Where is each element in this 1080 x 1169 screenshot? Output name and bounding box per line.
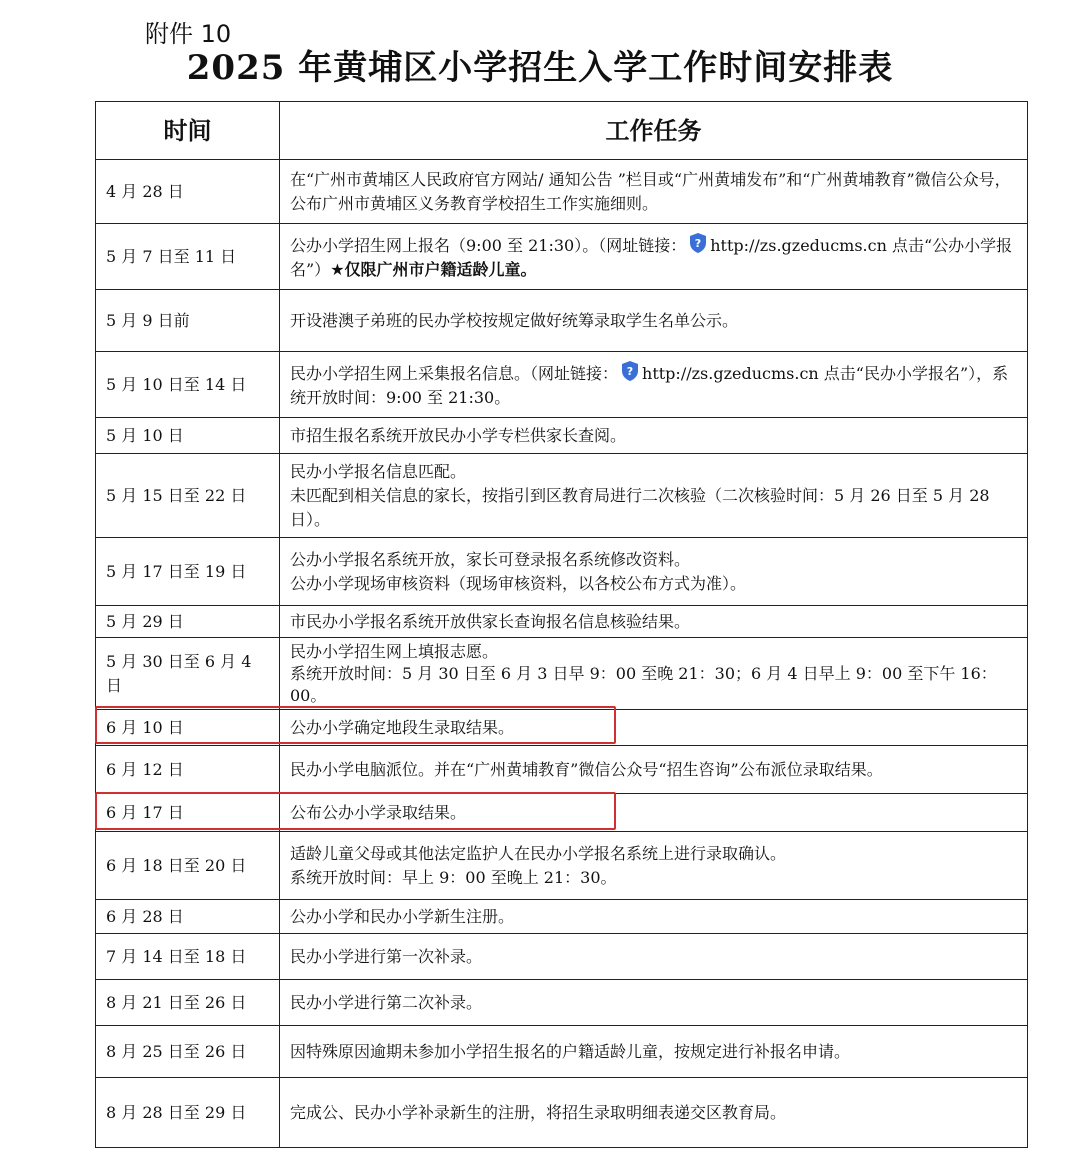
row-time: 6 月 10 日 — [96, 710, 280, 746]
table-row — [96, 1078, 1028, 1148]
task-line: 系统开放时间：早上 9：00 至晚上 21：30。 — [290, 867, 617, 887]
task-line: 因特殊原因逾期未参加小学招生报名的户籍适龄儿童，按规定进行补报名申请。 — [290, 1041, 851, 1061]
task-line: 在“广州市黄埔区人民政府官方网站/ 通知公告 ”栏目或“广州黄埔发布”和“广州黄埔教育”微信公众号，公布广州市黄埔区义务教育学校招生工作实施细则。 — [290, 169, 1011, 213]
table-row — [96, 1026, 1028, 1078]
task-line: 民办小学电脑派位。并在“广州黄埔教育”微信公众号“招生咨询”公布派位录取结果。 — [290, 759, 883, 779]
table-row — [96, 538, 1028, 606]
row-time: 6 月 18 日至 20 日 — [96, 832, 280, 900]
column-header-time: 时间 — [96, 102, 280, 160]
table-row — [96, 224, 1028, 290]
url-link[interactable]: http://zs.gzeducms.cn — [710, 235, 887, 255]
row-task — [280, 418, 1028, 454]
table-row — [96, 934, 1028, 980]
task-line: 公办小学确定地段生录取结果。 — [290, 717, 515, 737]
row-time: 5 月 10 日至 14 日 — [96, 352, 280, 418]
shield-icon — [688, 232, 708, 254]
table-row — [96, 980, 1028, 1026]
task-line: 公办小学现场审核资料（现场审核资料，以各校公布方式为准）。 — [290, 573, 747, 593]
task-line: 未匹配到相关信息的家长，按指引到区教育局进行二次核验（二次核验时间：5 月 26 日至 5 月 28 日）。 — [290, 485, 990, 529]
row-task — [280, 934, 1028, 980]
row-time: 5 月 30 日至 6 月 4 日 — [96, 638, 280, 710]
row-task — [280, 980, 1028, 1026]
task-line: 系统开放时间：5 月 30 日至 6 月 3 日早 9：00 至晚 21：30；6 月 4 日早上 9：00 至下午 16：00。 — [290, 663, 997, 705]
svg-text:?: ? — [626, 364, 634, 378]
row-time: 5 月 9 日前 — [96, 290, 280, 352]
row-time: 5 月 7 日至 11 日 — [96, 224, 280, 290]
task-line: 民办小学招生网上填报志愿。 — [290, 641, 499, 661]
table-row — [96, 290, 1028, 352]
row-task — [280, 352, 1028, 418]
task-line: 公办小学报名系统开放，家长可登录报名系统修改资料。 — [290, 549, 691, 569]
task-text: 民办小学招生网上采集报名信息。（网址链接： — [290, 363, 619, 383]
row-time: 5 月 10 日 — [96, 418, 280, 454]
task-line: 民办小学报名信息匹配。 — [290, 461, 467, 481]
task-line: 市民办小学报名系统开放供家长查询报名信息核验结果。 — [290, 611, 691, 631]
row-task — [280, 160, 1028, 224]
row-task — [280, 224, 1028, 290]
row-time: 6 月 17 日 — [96, 794, 280, 832]
schedule-table — [95, 101, 1028, 1148]
row-task — [280, 832, 1028, 900]
task-line: 开设港澳子弟班的民办学校按规定做好统筹录取学生名单公示。 — [290, 310, 739, 330]
row-task — [280, 290, 1028, 352]
table-row — [96, 746, 1028, 794]
row-task — [280, 1026, 1028, 1078]
row-task — [280, 638, 1028, 710]
table-row — [96, 352, 1028, 418]
task-line: 完成公、民办小学补录新生的注册，将招生录取明细表递交区教育局。 — [290, 1102, 787, 1122]
column-header-task: 工作任务 — [280, 102, 1028, 160]
shield-icon — [620, 360, 640, 382]
row-time: 5 月 29 日 — [96, 606, 280, 638]
highlight-box-jun-17 — [95, 792, 616, 830]
notice-text: ★仅限广州市户籍适龄儿童。 — [330, 259, 537, 279]
row-time: 8 月 21 日至 26 日 — [96, 980, 280, 1026]
row-task — [280, 746, 1028, 794]
row-time: 8 月 28 日至 29 日 — [96, 1078, 280, 1148]
row-time: 8 月 25 日至 26 日 — [96, 1026, 280, 1078]
task-line: 公布公办小学录取结果。 — [290, 802, 467, 822]
row-task — [280, 1078, 1028, 1148]
table-row — [96, 900, 1028, 934]
task-line: 公办小学和民办小学新生注册。 — [290, 906, 515, 926]
row-task — [280, 454, 1028, 538]
row-time: 5 月 17 日至 19 日 — [96, 538, 280, 606]
page-title: 2025 年黄埔区小学招生入学工作时间安排表 — [186, 48, 894, 88]
row-task — [280, 606, 1028, 638]
row-time: 4 月 28 日 — [96, 160, 280, 224]
url-link[interactable]: http://zs.gzeducms.cn — [642, 363, 819, 383]
table-row — [96, 832, 1028, 900]
table-row — [96, 418, 1028, 454]
task-line: 民办小学进行第一次补录。 — [290, 946, 483, 966]
row-time: 6 月 28 日 — [96, 900, 280, 934]
row-time: 6 月 12 日 — [96, 746, 280, 794]
row-time: 7 月 14 日至 18 日 — [96, 934, 280, 980]
task-line: 市招生报名系统开放民办小学专栏供家长查阅。 — [290, 425, 627, 445]
row-task — [280, 900, 1028, 934]
task-line: 民办小学进行第二次补录。 — [290, 992, 483, 1012]
task-text: 点击“民办小学报名”），系统开放时间：9:00 至 21:30。 — [290, 363, 1009, 407]
task-text: 公办小学招生网上报名（9:00 至 21:30）。（网址链接： — [290, 235, 687, 255]
task-line: 适龄儿童父母或其他法定监护人在民办小学报名系统上进行录取确认。 — [290, 843, 787, 863]
table-row — [96, 606, 1028, 638]
row-time: 5 月 15 日至 22 日 — [96, 454, 280, 538]
svg-text:?: ? — [695, 236, 702, 250]
row-task — [280, 538, 1028, 606]
table-row — [96, 638, 1028, 710]
table-header-row — [96, 102, 1028, 160]
task-text: 点击“公办小学报名”） — [290, 235, 1013, 279]
table-row — [96, 160, 1028, 224]
table-row — [96, 454, 1028, 538]
attachment-label: 附件 10 — [145, 20, 232, 48]
highlight-box-jun-10 — [95, 706, 616, 744]
